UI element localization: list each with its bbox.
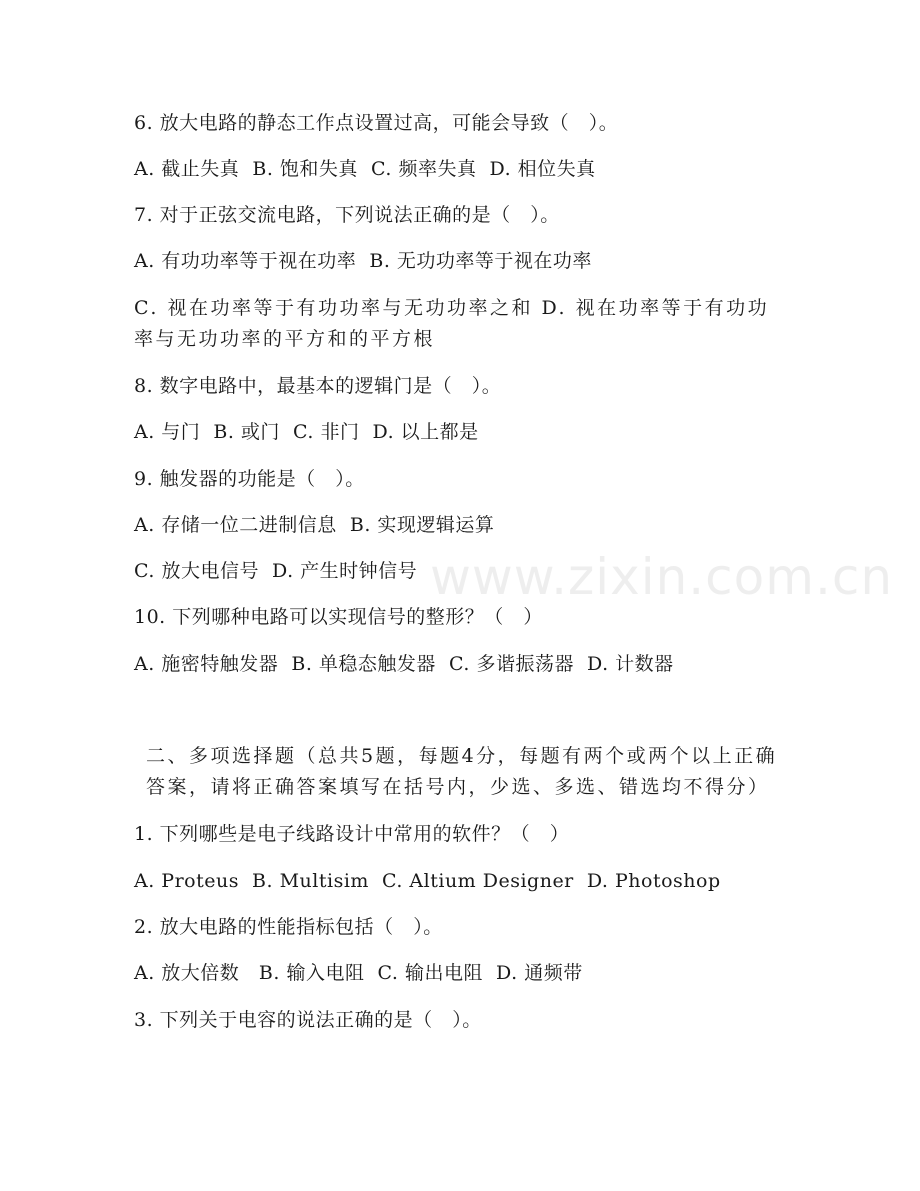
question-10-options: A. 施密特触发器 B. 单稳态触发器 C. 多谐振荡器 D. 计数器: [134, 653, 674, 675]
multi-question-1-stem: 1. 下列哪些是电子线路设计中常用的软件？（ ）: [134, 823, 570, 845]
question-9-options-cd: C. 放大电信号 D. 产生时钟信号: [134, 560, 418, 582]
watermark: www.zixin.com.cn: [430, 548, 894, 606]
question-6-options: A. 截止失真 B. 饱和失真 C. 频率失真 D. 相位失真: [134, 158, 596, 180]
multi-question-1-options: A. Proteus B. Multisim C. Altium Designer D. Photoshop: [134, 870, 721, 892]
section-multi-heading: 二、多项选择题（总共5题，每题4分，每题有两个或两个以上正确答案，请将正确答案填写在括号内，少选、多选、错选均不得分）: [146, 745, 778, 798]
question-7-stem: 7. 对于正弦交流电路，下列说法正确的是（ ）。: [134, 204, 560, 226]
question-6-stem: 6. 放大电路的静态工作点设置过高，可能会导致（ ）。: [134, 112, 619, 134]
question-7-options-ab: A. 有功功率等于视在功率 B. 无功功率等于视在功率: [134, 250, 592, 272]
multi-question-3-stem: 3. 下列关于电容的说法正确的是（ ）。: [134, 1009, 482, 1031]
question-9-options-ab: A. 存储一位二进制信息 B. 实现逻辑运算: [134, 514, 495, 536]
question-9-stem: 9. 触发器的功能是（ ）。: [134, 468, 365, 490]
question-8-options: A. 与门 B. 或门 C. 非门 D. 以上都是: [134, 421, 479, 443]
multi-question-2-options: A. 放大倍数 B. 输入电阻 C. 输出电阻 D. 通频带: [134, 962, 583, 984]
question-10-stem: 10. 下列哪种电路可以实现信号的整形？（ ）: [134, 606, 543, 628]
multi-question-2-stem: 2. 放大电路的性能指标包括（ ）。: [134, 916, 443, 938]
question-7-options-cd: C. 视在功率等于有功功率与无功功率之和 D. 视在功率等于有功功率与无功功率的平方和的平方根: [134, 297, 770, 350]
question-8-stem: 8. 数字电路中，最基本的逻辑门是（ ）。: [134, 375, 502, 397]
